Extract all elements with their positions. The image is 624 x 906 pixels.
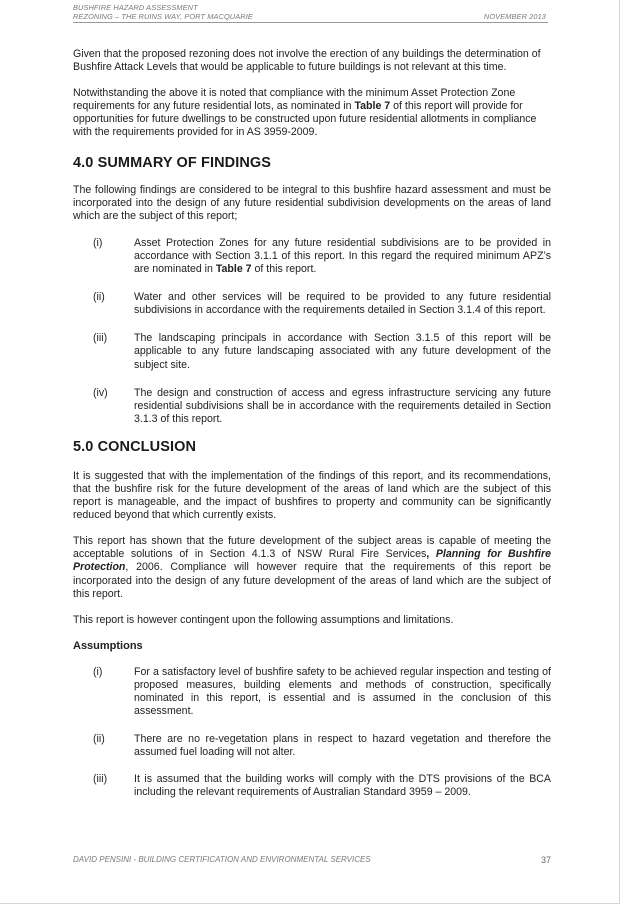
finding-number: (iv) [93, 386, 108, 399]
assumption-text: There are no re-vegetation plans in respect to hazard vegetation and therefore the assumed fuel loading will not alter. [134, 733, 551, 759]
assumptions-heading: Assumptions [73, 639, 143, 652]
findings-list [73, 237, 551, 426]
section-5-heading: 5.0 CONCLUSION [73, 438, 197, 455]
conclusion-paragraph-2: This report has shown that the future development of the subject areas is capable of meeting the acceptable solutions of in Section 4.1.3 of NSW Rural Fire Services, Planning for Bushfire Protection, 2006. Compliance will however require that the requirements of this report be incorporated into the design of any future development of the areas of land which are the subject of this report. [73, 535, 551, 600]
assumption-text: For a satisfactory level of bushfire safety to be achieved regular inspection and testing of proposed measures, building elements and methods of construction, specifically nominated in this report, is essential and is assumed in the conclusion of this assessment. [134, 665, 551, 718]
intro-paragraph-2: Notwithstanding the above it is noted that compliance with the minimum Asset Protection Zone requirements for any future residential lots, as nominated in Table 7 of this report will provide for opportunities for future dwellings to be constructed upon future residential allotments in compliance with the requirements provided for in AS 3959-2009. [73, 87, 537, 139]
assumptions-list [73, 666, 551, 800]
finding-number: (iii) [93, 332, 108, 345]
conclusion-paragraph-3: This report is however contingent upon the following assumptions and limitations. [73, 613, 454, 626]
table-ref: Table 7 [215, 263, 252, 276]
finding-text: The landscaping principals in accordance with Section 3.1.5 of this report will be applicable to any future landscaping associated with any future development of the subject site. [134, 332, 551, 371]
conclusion-paragraph-1: It is suggested that with the implementation of the findings of this report, and its recommendations, that the bushfire risk for the future development of the areas of land which are the subject of this report is manageable, and the impact of bushfires to property and community can be significantly reduced beyond that which currently exists. [73, 469, 551, 522]
finding-item [73, 332, 551, 371]
header-subtitle: REZONING – THE RUINS WAY, PORT MACQUARIE [73, 12, 253, 21]
assumption-item [73, 733, 551, 759]
finding-text: The design and construction of access and egress infrastructure servicing any future residential subdivisions shall be in accordance with the requirements detailed in Section 3.1.3 of this report. [134, 386, 551, 425]
assumption-text: It is assumed that the building works will comply with the DTS provisions of the BCA including the relevant requirements of Australian Standard 3959 – 2009. [134, 773, 551, 799]
assumption-number: (ii) [93, 733, 105, 746]
page-number: 37 [540, 855, 551, 865]
running-footer [73, 855, 551, 865]
finding-item [73, 291, 551, 317]
finding-number: (i) [93, 236, 103, 249]
finding-item [73, 237, 551, 276]
finding-number: (ii) [93, 291, 105, 304]
footer-company: DAVID PENSINI - BUILDING CERTIFICATION AND ENVIRONMENTAL SERVICES [73, 855, 371, 864]
assumption-number: (i) [93, 665, 103, 678]
finding-item [73, 387, 551, 426]
finding-text: Asset Protection Zones for any future residential subdivisions are to be provided in accordance with Section 3.1.1 of this report. In this regard the required minimum APZ’s are nominated in Table 7 of this report. [134, 236, 551, 276]
header-date: NOVEMBER 2013 [483, 12, 546, 21]
intro-paragraph-1: Given that the proposed rezoning does not involve the erection of any buildings the determination of Bushfire Attack Levels that would be applicable to future buildings is not relevant at this time. [73, 48, 541, 74]
assumption-item [73, 666, 551, 718]
section-4-intro: The following findings are considered to be integral to this bushfire hazard assessment and must be incorporated into the design of any future residential subdivision developments on the areas of land which are the subject of this report; [73, 183, 551, 222]
section-4-heading: 4.0 SUMMARY OF FINDINGS [73, 154, 272, 171]
assumption-number: (iii) [93, 773, 108, 786]
publication-title: Planning for Bushfire Protection [73, 548, 551, 574]
header-title: BUSHFIRE HAZARD ASSESSMENT [73, 3, 198, 12]
page-content [73, 48, 551, 800]
running-header [73, 3, 546, 21]
table-ref: Table 7 [354, 100, 391, 113]
assumption-item [73, 773, 551, 799]
header-rule [73, 22, 548, 23]
finding-text: Water and other services will be required to be provided to any future residential subdivisions in accordance with the requirements detailed in Section 3.1.4 of this report. [134, 291, 551, 317]
